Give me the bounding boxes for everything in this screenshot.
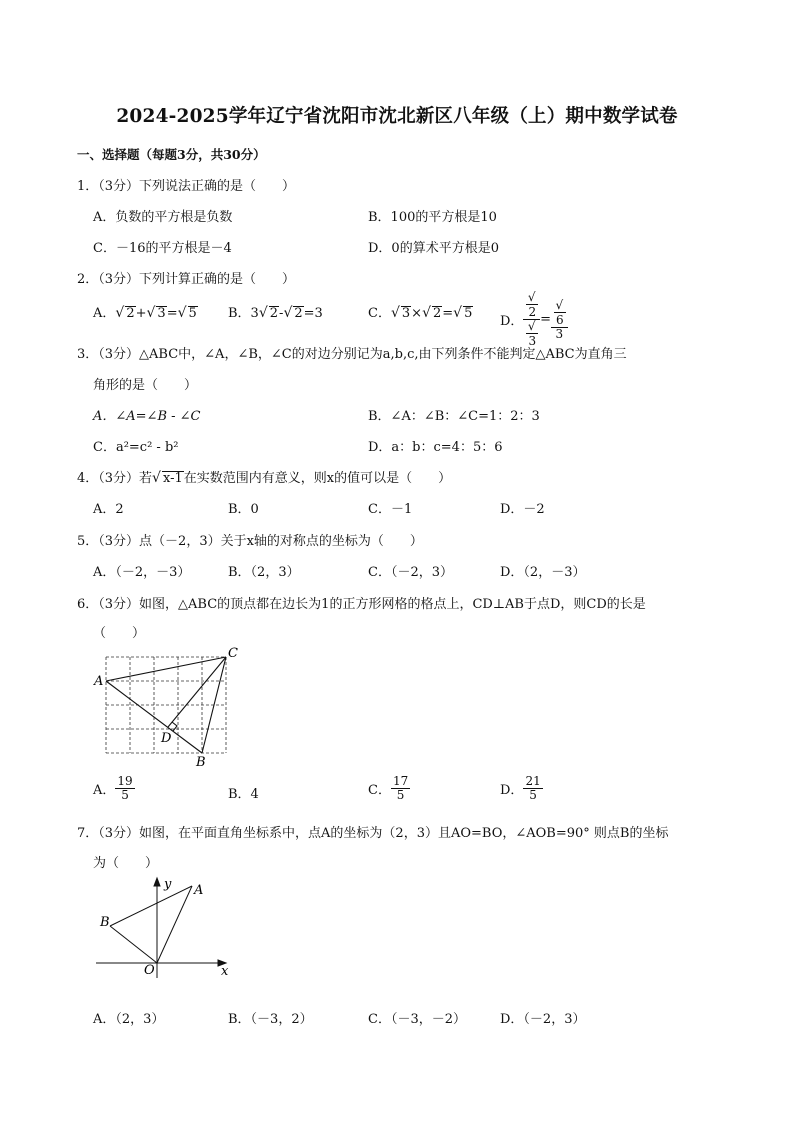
question-6-stem-line1: 6．（3分）如图，△ABC的顶点都在边长为1的正方形网格的格点上，CD⊥AB于点D，则CD的长是 <box>77 597 646 612</box>
label-point-a: A <box>194 883 204 898</box>
q3-option-d: D．a：b：c=4：5：6 <box>368 440 503 455</box>
q2-b-label: B．3 <box>228 306 259 321</box>
q1-option-b: B．100的平方根是10 <box>368 210 497 225</box>
q2-option-c: C．√ 3×√ 2=√ 5 <box>368 305 473 321</box>
q6-option-d <box>500 775 543 802</box>
q5-option-b: B．（2，3） <box>228 565 300 580</box>
q6-c-num: 17 <box>392 774 409 788</box>
q6-option-b: B．4 <box>228 787 259 802</box>
q6-d-den: 5 <box>529 788 537 802</box>
question-7-stem-line2: 为（ ） <box>93 856 159 871</box>
q4-option-c: C．－1 <box>368 502 413 517</box>
q2-b-eq: =3 <box>303 306 323 321</box>
q2-option-b: B．3√ 2-√ 2=3 <box>228 305 323 321</box>
q2-option-d: D． √ 2 √ 3 = √ 6 3 <box>500 291 568 348</box>
label-b: B <box>196 755 206 770</box>
q7-option-c: C．（－3，－2） <box>368 1012 466 1027</box>
q6-a-num: 19 <box>117 774 133 788</box>
q6-option-a <box>93 775 135 802</box>
q6-a-den: 5 <box>121 788 129 802</box>
question-6-stem-line2: （ ） <box>93 626 146 641</box>
label-point-b: B <box>100 915 110 930</box>
q4-option-d: D．－2 <box>500 502 545 517</box>
q4-option-a: A．2 <box>93 502 124 517</box>
q3-option-b: B．∠A：∠B：∠C=1：2：3 <box>368 409 540 424</box>
q6-a-label: A． <box>93 783 116 798</box>
question-1-stem: 1．（3分）下列说法正确的是（ ） <box>77 179 296 194</box>
q3-option-a: A．∠A=∠B - ∠C <box>93 409 201 424</box>
q5-option-c: C．（－2，3） <box>368 565 453 580</box>
label-a: A <box>94 674 104 689</box>
question-4-stem: 4．（3分）若√ x-1在实数范围内有意义，则x的值可以是（ ） <box>77 470 452 486</box>
q5-option-d: D．（2，－3） <box>500 565 586 580</box>
q1-option-c: C．－16的平方根是－4 <box>93 241 232 256</box>
q2-a-label: A． <box>93 306 116 321</box>
page-title: 2024-2025学年辽宁省沈阳市沈北新区八年级（上）期中数学试卷 <box>116 106 678 127</box>
q2-c-eq: = <box>442 306 454 321</box>
label-d: D <box>161 731 172 746</box>
section-heading: 一、选择题（每题3分，共30分） <box>77 147 266 162</box>
label-origin: O <box>144 963 155 978</box>
triangle-aob <box>110 886 192 963</box>
q3-option-c: C．a²=c² - b² <box>93 440 179 455</box>
question-3-stem-line1: 3．（3分）△ABC中，∠A，∠B，∠C的对边分别记为a,b,c,由下列条件不能判定△ABC为直角三 <box>77 347 627 362</box>
question-7-stem-line1: 7．（3分）如图，在平面直角坐标系中，点A的坐标为（2，3）且AO=BO，∠AOB=90° 则点B的坐标 <box>77 826 669 841</box>
q6-option-c <box>368 775 410 802</box>
q2-c-label: C． <box>368 306 391 321</box>
question-5-stem: 5．（3分）点（－2，3）关于x轴的对称点的坐标为（ ） <box>77 534 423 549</box>
q7-coordinate-figure <box>90 872 240 982</box>
q2-a-eq: = <box>166 306 178 321</box>
question-3-stem-line2: 角形的是（ ） <box>93 378 198 393</box>
q6-c-label: C． <box>368 783 391 798</box>
axes <box>96 878 226 978</box>
axis-label-x: x <box>221 964 229 979</box>
axis-label-y: y <box>164 877 172 892</box>
q6-d-num: 21 <box>525 774 541 788</box>
question-2-stem: 2．（3分）下列计算正确的是（ ） <box>77 272 296 287</box>
q6-grid-figure <box>90 645 250 770</box>
q7-option-b: B．（－3，2） <box>228 1012 313 1027</box>
q7-option-a: A．（2，3） <box>93 1012 165 1027</box>
q4-stem-post: 在实数范围内有意义，则x的值可以是（ ） <box>183 471 452 486</box>
q4-radicand: x-1 <box>162 471 183 486</box>
q2-d-label: D． <box>500 314 524 329</box>
q2-option-a: A．√ 2+√ 3=√ 5 <box>93 305 197 321</box>
q1-option-d: D．0的算术平方根是0 <box>368 241 499 256</box>
q4-option-b: B．0 <box>228 502 259 517</box>
q6-d-label: D． <box>500 783 524 798</box>
label-c: C <box>228 646 238 661</box>
q5-option-a: A．（－2，－3） <box>93 565 191 580</box>
q6-c-den: 5 <box>396 788 405 802</box>
q7-option-d: D．（－2，3） <box>500 1012 586 1027</box>
q4-stem-pre: 4．（3分）若 <box>77 471 153 486</box>
q1-option-a: A．负数的平方根是负数 <box>93 210 233 225</box>
